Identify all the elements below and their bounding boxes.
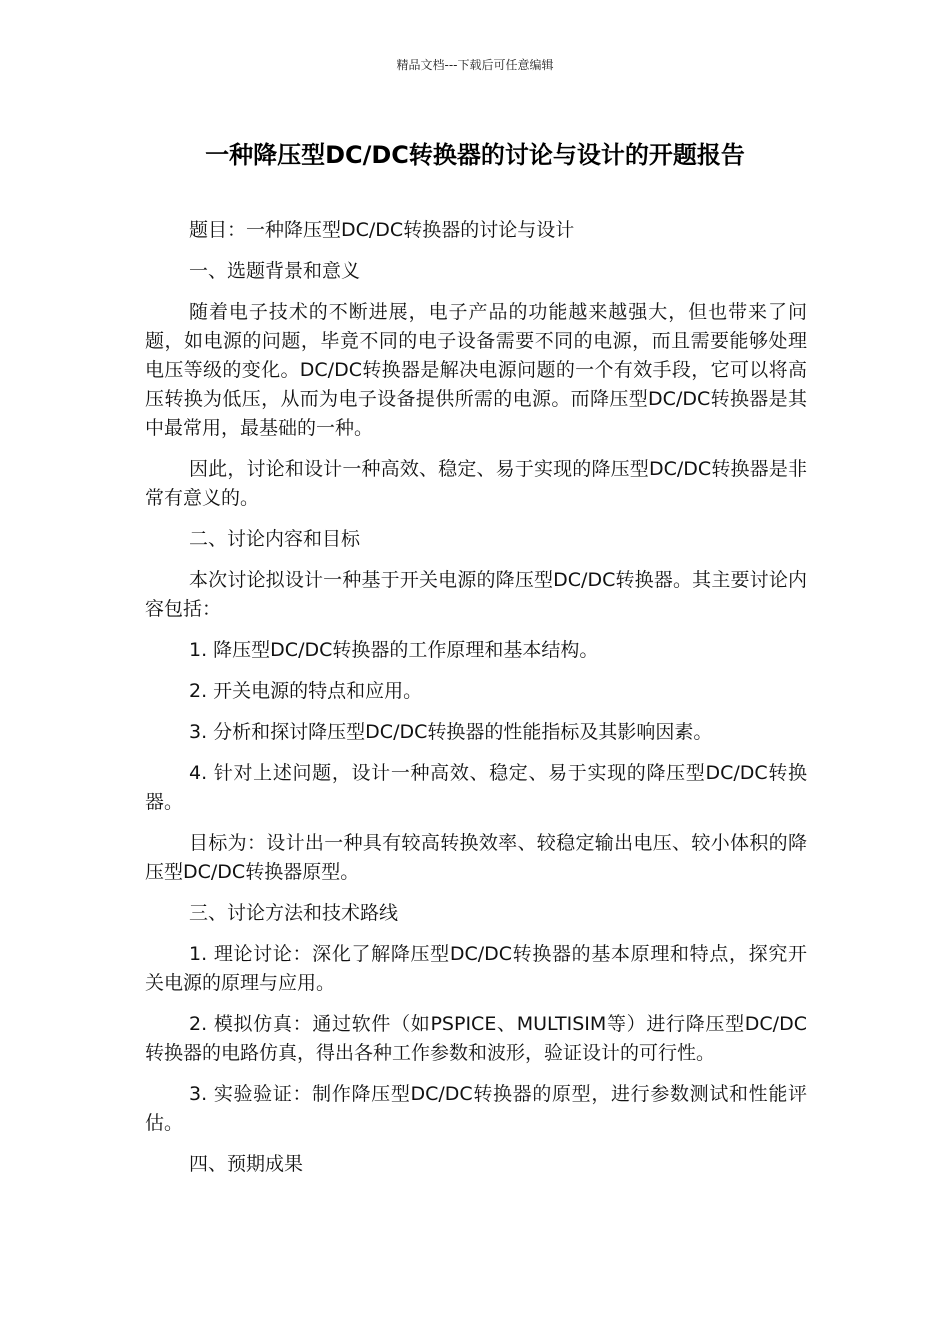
list-item-content-2: 2. 开关电源的特点和应用。 <box>189 680 423 702</box>
list-item-method-1: 1. 理论讨论：深化了解降压型DC/DC转换器的基本原理和特点，探究开关电源的原理与应用。 <box>145 943 807 994</box>
document-body <box>145 216 807 1191</box>
list-item-content-1: 1. 降压型DC/DC转换器的工作原理和基本结构。 <box>189 639 599 661</box>
document-title: 一种降压型DC/DC转换器的讨论与设计的开题报告 <box>205 141 745 169</box>
section-heading-methods: 三、讨论方法和技术路线 <box>189 902 399 924</box>
list-item-content-4: 4. 针对上述问题，设计一种高效、稳定、易于实现的降压型DC/DC转换器。 <box>145 762 807 813</box>
list-item-method-3: 3. 实验验证：制作降压型DC/DC转换器的原型，进行参数测试和性能评估。 <box>145 1083 807 1134</box>
paragraph-content-intro: 本次讨论拟设计一种基于开关电源的降压型DC/DC转换器。其主要讨论内容包括： <box>145 569 807 620</box>
header-note: 精品文档---下载后可任意编辑 <box>396 58 554 72</box>
section-heading-content: 二、讨论内容和目标 <box>189 528 361 550</box>
section-heading-results: 四、预期成果 <box>189 1153 304 1175</box>
section-heading-background: 一、选题背景和意义 <box>189 260 361 282</box>
list-item-content-3: 3. 分析和探讨降压型DC/DC转换器的性能指标及其影响因素。 <box>189 721 713 743</box>
paragraph-goal: 目标为：设计出一种具有较高转换效率、较稳定输出电压、较小体积的降压型DC/DC转换器原型。 <box>145 832 807 883</box>
paragraph-significance: 因此，讨论和设计一种高效、稳定、易于实现的降压型DC/DC转换器是非常有意义的。 <box>145 458 807 509</box>
paragraph-background: 随着电子技术的不断进展，电子产品的功能越来越强大，但也带来了问题，如电源的问题，毕竟不同的电子设备需要不同的电源，而且需要能够处理电压等级的变化。DC/DC转换器是解决电源问题的一个有效手段，它可以将高压转换为低压，从而为电子设备提供所需的电源。而降压型DC/DC转换器是其中最常用，最基础的一种。 <box>145 301 807 439</box>
paragraph-topic: 题目：一种降压型DC/DC转换器的讨论与设计 <box>189 219 575 241</box>
list-item-method-2: 2. 模拟仿真：通过软件（如PSPICE、MULTISIM等）进行降压型DC/DC转换器的电路仿真，得出各种工作参数和波形，验证设计的可行性。 <box>145 1013 807 1064</box>
